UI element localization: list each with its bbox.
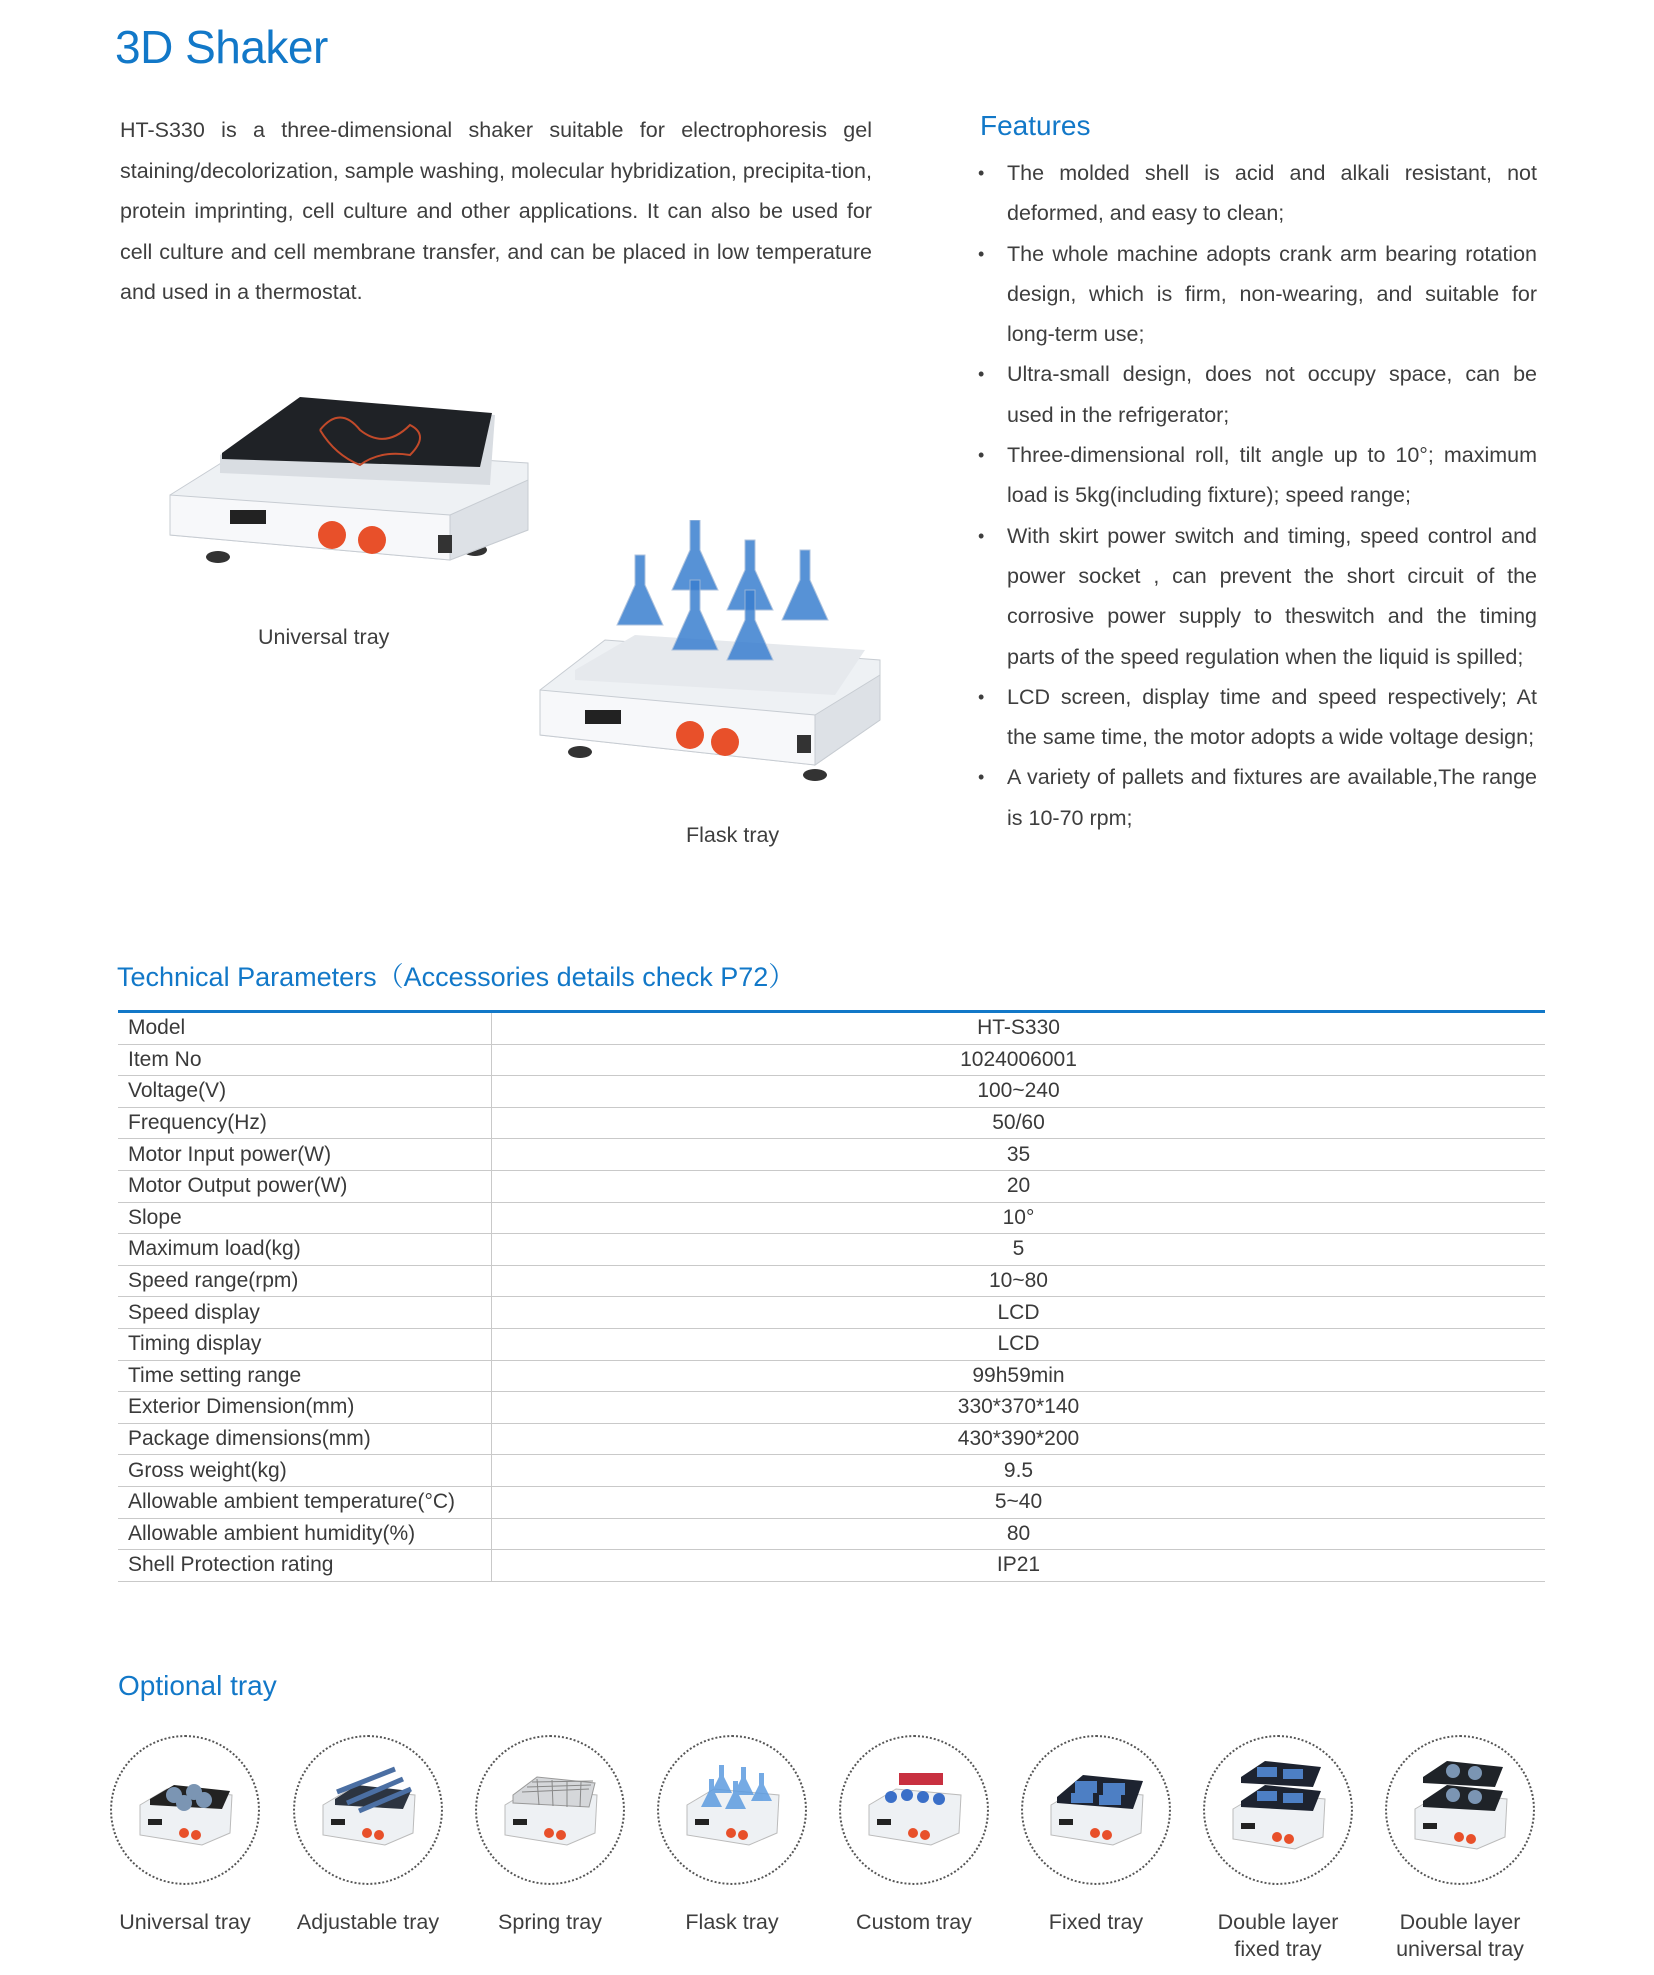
tray-thumbnail	[1021, 1735, 1171, 1885]
tray-label: Flask tray	[685, 1910, 779, 1934]
param-value: 99h59min	[492, 1360, 1546, 1392]
table-row	[118, 1518, 1545, 1550]
param-value: 50/60	[492, 1107, 1546, 1139]
param-name: Allowable ambient temperature(°C)	[118, 1486, 492, 1518]
table-row	[118, 1328, 1545, 1360]
optional-tray-fixed	[1006, 1735, 1186, 1936]
tray-thumbnail	[839, 1735, 989, 1885]
param-name: Model	[118, 1012, 492, 1045]
param-name: Frequency(Hz)	[118, 1107, 492, 1139]
param-value: 80	[492, 1518, 1546, 1550]
bullet-icon: •	[978, 767, 985, 788]
tray-thumbnail	[475, 1735, 625, 1885]
optional-tray-double-layer-fixed	[1188, 1735, 1368, 1963]
optional-tray-heading: Optional tray	[118, 1670, 277, 1701]
tray-thumbnail	[110, 1735, 260, 1885]
feature-item: • With skirt power switch and timing, speed control and power socket , can prevent the short circuit of the corrosive power supply to theswitch and the timing parts of the speed regulation when the liquid is spilled;	[975, 516, 1537, 677]
feature-item: • The whole machine adopts crank arm bearing rotation design, which is firm, non-wearing, and suitable for long-term use;	[975, 234, 1537, 355]
tray-thumbnail	[293, 1735, 443, 1885]
table-row	[118, 1455, 1545, 1487]
feature-item: • LCD screen, display time and speed respectively; At the same time, the motor adopts a wide voltage design;	[975, 677, 1537, 758]
param-value: 330*370*140	[492, 1392, 1546, 1424]
table-row	[118, 1012, 1545, 1045]
page-title: 3D Shaker	[115, 21, 328, 73]
table-row	[118, 1044, 1545, 1076]
table-row	[118, 1392, 1545, 1424]
bullet-icon: •	[978, 243, 985, 264]
table-row	[118, 1139, 1545, 1171]
table-row	[118, 1297, 1545, 1329]
optional-tray-custom	[824, 1735, 1004, 1936]
param-value: 10~80	[492, 1265, 1546, 1297]
universal-tray-caption: Universal tray	[258, 625, 390, 649]
param-value: LCD	[492, 1297, 1546, 1329]
bullet-icon: •	[978, 525, 985, 546]
flask-tray-product-image	[535, 520, 885, 795]
param-value: 20	[492, 1170, 1546, 1202]
feature-item: • The molded shell is acid and alkali resistant, not deformed, and easy to clean;	[975, 153, 1537, 234]
param-value: 10°	[492, 1202, 1546, 1234]
param-name: Allowable ambient humidity(%)	[118, 1518, 492, 1550]
bullet-icon: •	[978, 686, 985, 707]
tray-thumbnail	[657, 1735, 807, 1885]
table-row	[118, 1076, 1545, 1108]
param-value: 35	[492, 1139, 1546, 1171]
param-value: HT-S330	[492, 1012, 1546, 1045]
param-value: IP21	[492, 1550, 1546, 1582]
param-name: Time setting range	[118, 1360, 492, 1392]
flask-tray-caption: Flask tray	[686, 823, 780, 847]
technical-parameters-heading: Technical Parameters（Accessories details check P72）	[117, 962, 796, 992]
intro-paragraph: HT-S330 is a three-dimensional shaker suitable for electrophoresis gel staining/decolorization, sample washing, molecular hybridization, precipita-tion, protein imprinting, cell culture and other applications. It can also be used for cell culture and cell membrane transfer, and can be placed in low temperature and used in a thermostat.	[120, 118, 872, 304]
param-value: 9.5	[492, 1455, 1546, 1487]
features-list	[975, 153, 1537, 838]
param-name: Gross weight(kg)	[118, 1455, 492, 1487]
table-row	[118, 1234, 1545, 1266]
param-value: LCD	[492, 1328, 1546, 1360]
tray-label: Custom tray	[856, 1910, 972, 1934]
features-heading: Features	[980, 110, 1091, 141]
param-name: Motor Input power(W)	[118, 1139, 492, 1171]
table-row	[118, 1360, 1545, 1392]
param-name: Slope	[118, 1202, 492, 1234]
tray-thumbnail	[1385, 1735, 1535, 1885]
table-row	[118, 1486, 1545, 1518]
optional-tray-spring	[460, 1735, 640, 1936]
tray-label: Spring tray	[498, 1910, 602, 1934]
tray-label: Double layer universal tray	[1396, 1910, 1524, 1961]
param-value: 430*390*200	[492, 1423, 1546, 1455]
param-name: Package dimensions(mm)	[118, 1423, 492, 1455]
param-name: Timing display	[118, 1328, 492, 1360]
param-name: Shell Protection rating	[118, 1550, 492, 1582]
param-name: Exterior Dimension(mm)	[118, 1392, 492, 1424]
param-value: 1024006001	[492, 1044, 1546, 1076]
universal-tray-product-image	[160, 385, 540, 585]
optional-tray-double-layer-universal	[1370, 1735, 1550, 1963]
table-row	[118, 1202, 1545, 1234]
table-row	[118, 1550, 1545, 1582]
bullet-icon: •	[978, 163, 985, 183]
param-value: 100~240	[492, 1076, 1546, 1108]
table-row	[118, 1423, 1545, 1455]
optional-tray-adjustable	[278, 1735, 458, 1936]
bullet-icon: •	[978, 445, 985, 466]
param-name: Speed display	[118, 1297, 492, 1329]
table-row	[118, 1265, 1545, 1297]
tray-label: Double layer fixed tray	[1217, 1910, 1339, 1961]
param-name: Maximum load(kg)	[118, 1234, 492, 1266]
tray-label: Fixed tray	[1048, 1910, 1144, 1934]
param-value: 5	[492, 1234, 1546, 1266]
param-name: Speed range(rpm)	[118, 1265, 492, 1297]
feature-item: • Three-dimensional roll, tilt angle up to 10°; maximum load is 5kg(including fixture); speed range;	[975, 435, 1537, 516]
feature-item: • Ultra-small design, does not occupy space, can be used in the refrigerator;	[975, 354, 1537, 435]
tray-thumbnail	[1203, 1735, 1353, 1885]
table-row	[118, 1107, 1545, 1139]
tray-label: Adjustable tray	[296, 1910, 440, 1934]
param-name: Voltage(V)	[118, 1076, 492, 1108]
feature-item: • A variety of pallets and fixtures are available,The range is 10-70 rpm;	[975, 757, 1537, 838]
param-name: Motor Output power(W)	[118, 1170, 492, 1202]
technical-parameters-table	[118, 1010, 1545, 1582]
param-name: Item No	[118, 1044, 492, 1076]
table-row	[118, 1170, 1545, 1202]
optional-tray-universal	[95, 1735, 275, 1936]
tray-label: Universal tray	[119, 1910, 251, 1934]
optional-tray-flask	[642, 1735, 822, 1936]
param-value: 5~40	[492, 1486, 1546, 1518]
bullet-icon: •	[978, 364, 985, 385]
